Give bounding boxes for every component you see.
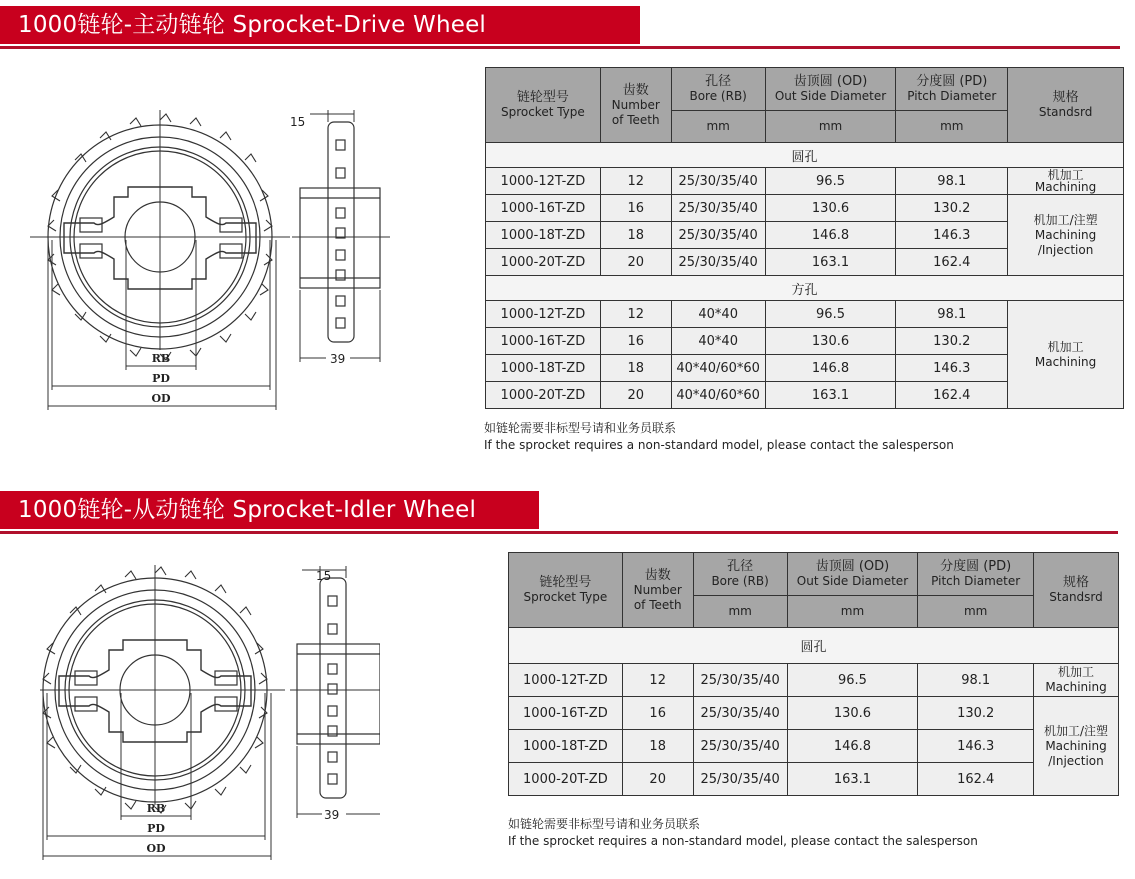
- unit-pd: mm: [918, 596, 1034, 628]
- cell-type: 1000-16T-ZD: [486, 195, 601, 222]
- cell-pd: 98.1: [918, 664, 1034, 697]
- table-row: [509, 664, 1119, 697]
- note-cn: 如链轮需要非标型号请和业务员联系: [508, 817, 701, 831]
- cell-pd: 130.2: [896, 328, 1008, 355]
- cell-od: 163.1: [765, 249, 896, 276]
- cell-standard: 机加工 Machining: [1008, 168, 1124, 195]
- header-teeth: 齿数 Number of Teeth: [622, 553, 693, 628]
- header-bore: 孔径 Bore (RB): [671, 68, 765, 111]
- note-cn: 如链轮需要非标型号请和业务员联系: [484, 421, 677, 435]
- pd-label: PD: [147, 822, 165, 835]
- cell-type: 1000-18T-ZD: [486, 355, 601, 382]
- contact-note: [508, 816, 978, 850]
- section-title-text: 1000链轮-主动链轮 Sprocket-Drive Wheel: [18, 12, 487, 38]
- cell-standard: 机加工/注塑 Machining /Injection: [1034, 697, 1119, 796]
- cell-bore: 25/30/35/40: [671, 195, 765, 222]
- cell-teeth: 20: [600, 249, 671, 276]
- cell-pd: 130.2: [918, 697, 1034, 730]
- od-label: OD: [151, 392, 171, 405]
- note-en: If the sprocket requires a non-standard model, please contact the salesperson: [508, 834, 978, 848]
- cell-standard: 机加工 Machining: [1008, 301, 1124, 409]
- unit-bore: mm: [671, 111, 765, 143]
- header-od: 齿顶圆 (OD) Out Side Diameter: [765, 68, 896, 111]
- cell-pd: 130.2: [896, 195, 1008, 222]
- section-title-text: 1000链轮-从动链轮 Sprocket-Idler Wheel: [18, 497, 477, 523]
- cell-teeth: 16: [622, 697, 693, 730]
- table-row: [509, 730, 1119, 763]
- cell-pd: 98.1: [896, 301, 1008, 328]
- cell-pd: 162.4: [896, 382, 1008, 409]
- cell-bore: 25/30/35/40: [693, 664, 787, 697]
- header-standard: 规格 Standsrd: [1034, 553, 1119, 628]
- group-label-round-bore: 圆孔: [509, 628, 1119, 664]
- cell-bore: 25/30/35/40: [671, 222, 765, 249]
- cell-type: 1000-12T-ZD: [486, 168, 601, 195]
- rb-label: RB: [151, 352, 171, 365]
- header-pd: 分度圆 (PD) Pitch Diameter: [918, 553, 1034, 596]
- group-label-square-bore: 方孔: [486, 276, 1124, 301]
- cell-od: 146.8: [787, 730, 918, 763]
- cell-pd: 146.3: [896, 222, 1008, 249]
- cell-teeth: 20: [600, 382, 671, 409]
- cell-bore: 40*40: [671, 328, 765, 355]
- section-title-idler-wheel: [0, 491, 539, 529]
- cell-pd: 162.4: [896, 249, 1008, 276]
- cell-teeth: 18: [600, 355, 671, 382]
- spec-table-idler-wheel: [508, 552, 1119, 796]
- sprocket-drawing-icon: [30, 100, 390, 420]
- cell-teeth: 12: [622, 664, 693, 697]
- group-label-round-bore: 圆孔: [486, 143, 1124, 168]
- rb-label: RB: [146, 802, 166, 815]
- cell-od: 130.6: [787, 697, 918, 730]
- cell-od: 146.8: [765, 222, 896, 249]
- cell-type: 1000-12T-ZD: [509, 664, 623, 697]
- spec-table-drive-wheel: [485, 67, 1124, 409]
- cell-teeth: 12: [600, 168, 671, 195]
- section-divider: [0, 46, 1120, 49]
- unit-pd: mm: [896, 111, 1008, 143]
- header-od: 齿顶圆 (OD) Out Side Diameter: [787, 553, 918, 596]
- cell-od: 163.1: [787, 763, 918, 796]
- cell-bore: 40*40/60*60: [671, 355, 765, 382]
- total-width-label: 39: [324, 808, 340, 822]
- cell-od: 146.8: [765, 355, 896, 382]
- cell-teeth: 20: [622, 763, 693, 796]
- table-row: [509, 763, 1119, 796]
- cell-standard: 机加工 Machining: [1034, 664, 1119, 697]
- cell-pd: 146.3: [918, 730, 1034, 763]
- contact-note: [484, 420, 954, 454]
- cell-teeth: 18: [622, 730, 693, 763]
- cell-bore: 25/30/35/40: [693, 730, 787, 763]
- table-row: [486, 168, 1124, 195]
- header-standard: 规格 Standsrd: [1008, 68, 1124, 143]
- header-pd: 分度圆 (PD) Pitch Diameter: [896, 68, 1008, 111]
- header-teeth: 齿数 Number of Teeth: [600, 68, 671, 143]
- cell-od: 130.6: [765, 195, 896, 222]
- cell-teeth: 16: [600, 195, 671, 222]
- cell-type: 1000-20T-ZD: [486, 382, 601, 409]
- unit-od: mm: [787, 596, 918, 628]
- cell-type: 1000-18T-ZD: [486, 222, 601, 249]
- cell-type: 1000-20T-ZD: [509, 763, 623, 796]
- section-divider: [0, 531, 1118, 534]
- cell-teeth: 12: [600, 301, 671, 328]
- cell-bore: 40*40/60*60: [671, 382, 765, 409]
- cell-type: 1000-16T-ZD: [509, 697, 623, 730]
- header-bore: 孔径 Bore (RB): [693, 553, 787, 596]
- cell-od: 96.5: [765, 168, 896, 195]
- cell-pd: 162.4: [918, 763, 1034, 796]
- unit-bore: mm: [693, 596, 787, 628]
- cell-type: 1000-16T-ZD: [486, 328, 601, 355]
- cell-teeth: 18: [600, 222, 671, 249]
- table-row: [486, 195, 1124, 222]
- cell-type: 1000-12T-ZD: [486, 301, 601, 328]
- cell-bore: 25/30/35/40: [671, 249, 765, 276]
- od-label: OD: [146, 842, 166, 855]
- cell-bore: 40*40: [671, 301, 765, 328]
- note-en: If the sprocket requires a non-standard model, please contact the salesperson: [484, 438, 954, 452]
- cell-od: 96.5: [787, 664, 918, 697]
- cell-pd: 98.1: [896, 168, 1008, 195]
- cell-bore: 25/30/35/40: [671, 168, 765, 195]
- cell-od: 163.1: [765, 382, 896, 409]
- cell-standard: 机加工/注塑 Machining /Injection: [1008, 195, 1124, 276]
- cell-teeth: 16: [600, 328, 671, 355]
- section-title-drive-wheel: [0, 6, 640, 44]
- cell-bore: 25/30/35/40: [693, 697, 787, 730]
- hub-width-label: 15: [290, 115, 306, 129]
- total-width-label: 39: [330, 352, 346, 366]
- cell-od: 96.5: [765, 301, 896, 328]
- cell-type: 1000-20T-ZD: [486, 249, 601, 276]
- sprocket-drawing-icon: [40, 560, 380, 870]
- table-row: [486, 301, 1124, 328]
- hub-width-label: 15: [316, 569, 332, 583]
- cell-type: 1000-18T-ZD: [509, 730, 623, 763]
- header-sprocket-type: 链轮型号 Sprocket Type: [486, 68, 601, 143]
- pd-label: PD: [152, 372, 170, 385]
- cell-bore: 25/30/35/40: [693, 763, 787, 796]
- header-sprocket-type: 链轮型号 Sprocket Type: [509, 553, 623, 628]
- cell-pd: 146.3: [896, 355, 1008, 382]
- unit-od: mm: [765, 111, 896, 143]
- table-row: [509, 697, 1119, 730]
- cell-od: 130.6: [765, 328, 896, 355]
